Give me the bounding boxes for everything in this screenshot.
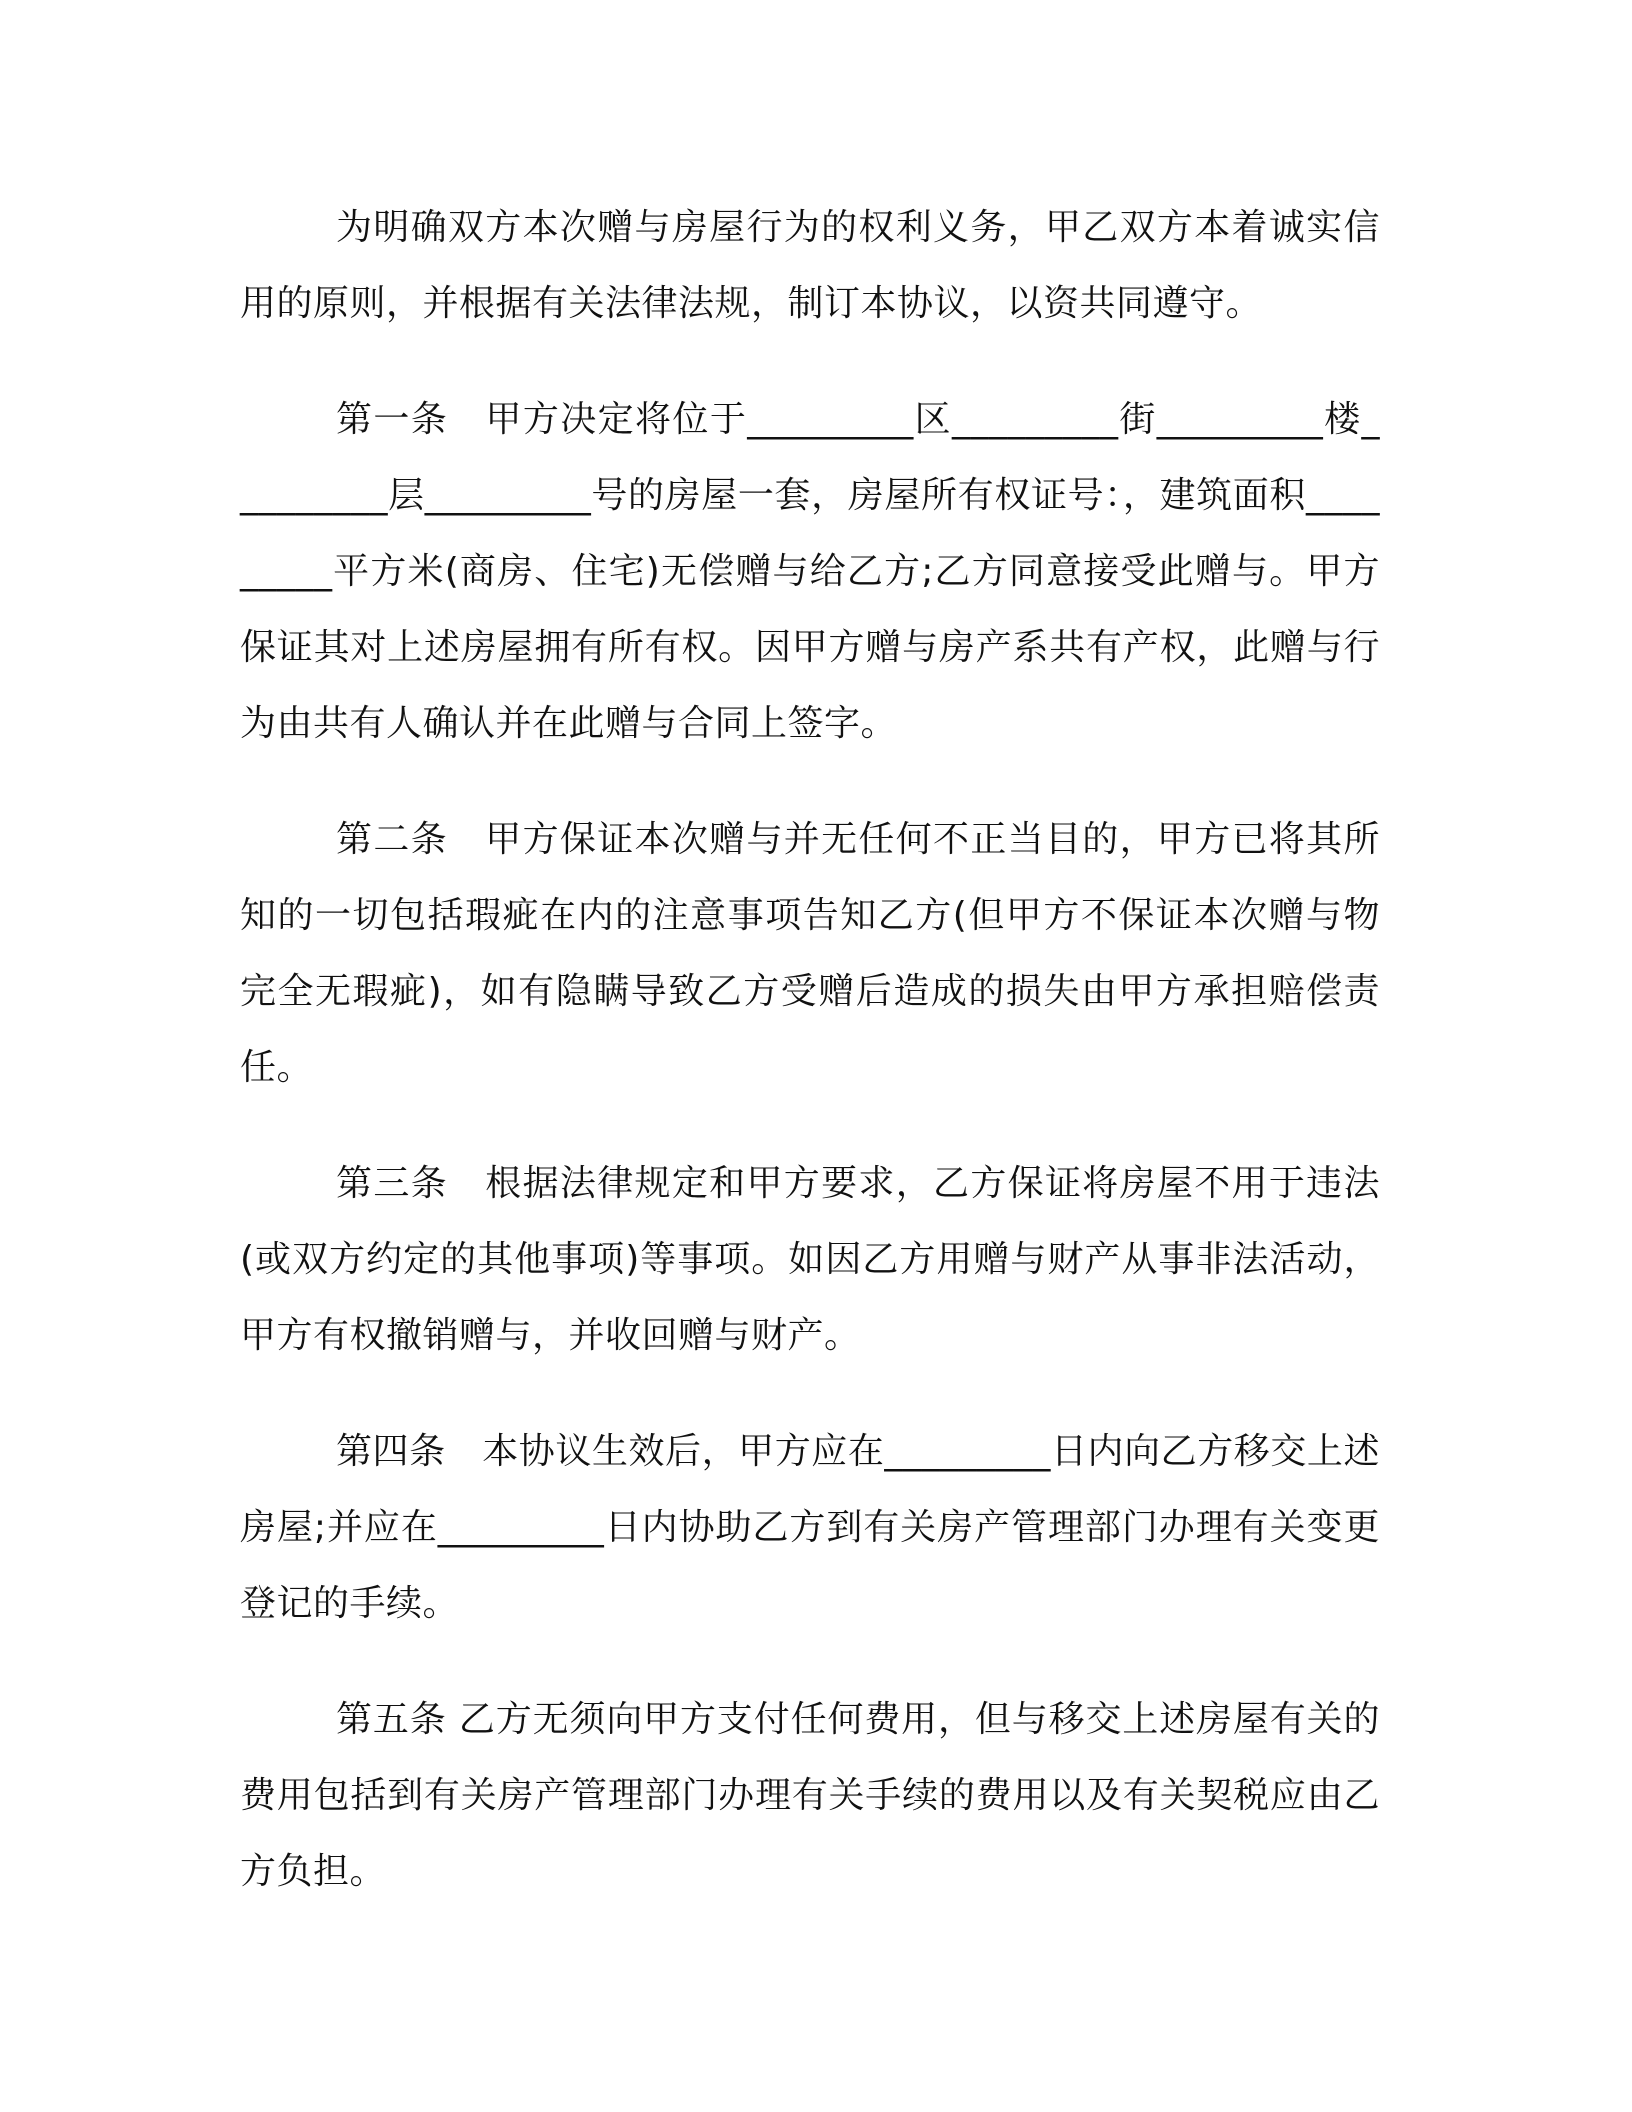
paragraph-preamble: 为明确双方本次赠与房屋行为的权利义务，甲乙双方本着诚实信用的原则，并根据有关法律法规，制订本协议，以资共同遵守。 <box>240 207 1380 324</box>
paragraph-article-1: 第一条 甲方决定将位于_________区_________街_________楼_________层_________号的房屋一套，房屋所有权证号：，建筑面积_________平方米(商房、住宅)无偿赠与给乙方;乙方同意接受此赠与。甲方保证其对上述房屋拥有所有权。因甲方赠与房产系共有产权，此赠与行为由共有人确认并在此赠与合同上签字。 <box>240 399 1380 744</box>
paragraph-article-5: 第五条 乙方无须向甲方支付任何费用，但与移交上述房屋有关的费用包括到有关房产管理部门办理有关手续的费用以及有关契税应由乙方负担。 <box>240 1699 1380 1892</box>
document-body <box>240 190 1380 1910</box>
paragraph-article-2: 第二条 甲方保证本次赠与并无任何不正当目的，甲方已将其所知的一切包括瑕疵在内的注意事项告知乙方(但甲方不保证本次赠与物完全无瑕疵)，如有隐瞒导致乙方受赠后造成的损失由甲方承担赔偿责任。 <box>240 819 1380 1088</box>
paragraph-article-3: 第三条 根据法律规定和甲方要求，乙方保证将房屋不用于违法(或双方约定的其他事项)等事项。如因乙方用赠与财产从事非法活动，甲方有权撤销赠与，并收回赠与财产。 <box>240 1163 1380 1356</box>
paragraph-article-4: 第四条 本协议生效后，甲方应在_________日内向乙方移交上述房屋;并应在_________日内协助乙方到有关房产管理部门办理有关变更登记的手续。 <box>240 1431 1380 1624</box>
